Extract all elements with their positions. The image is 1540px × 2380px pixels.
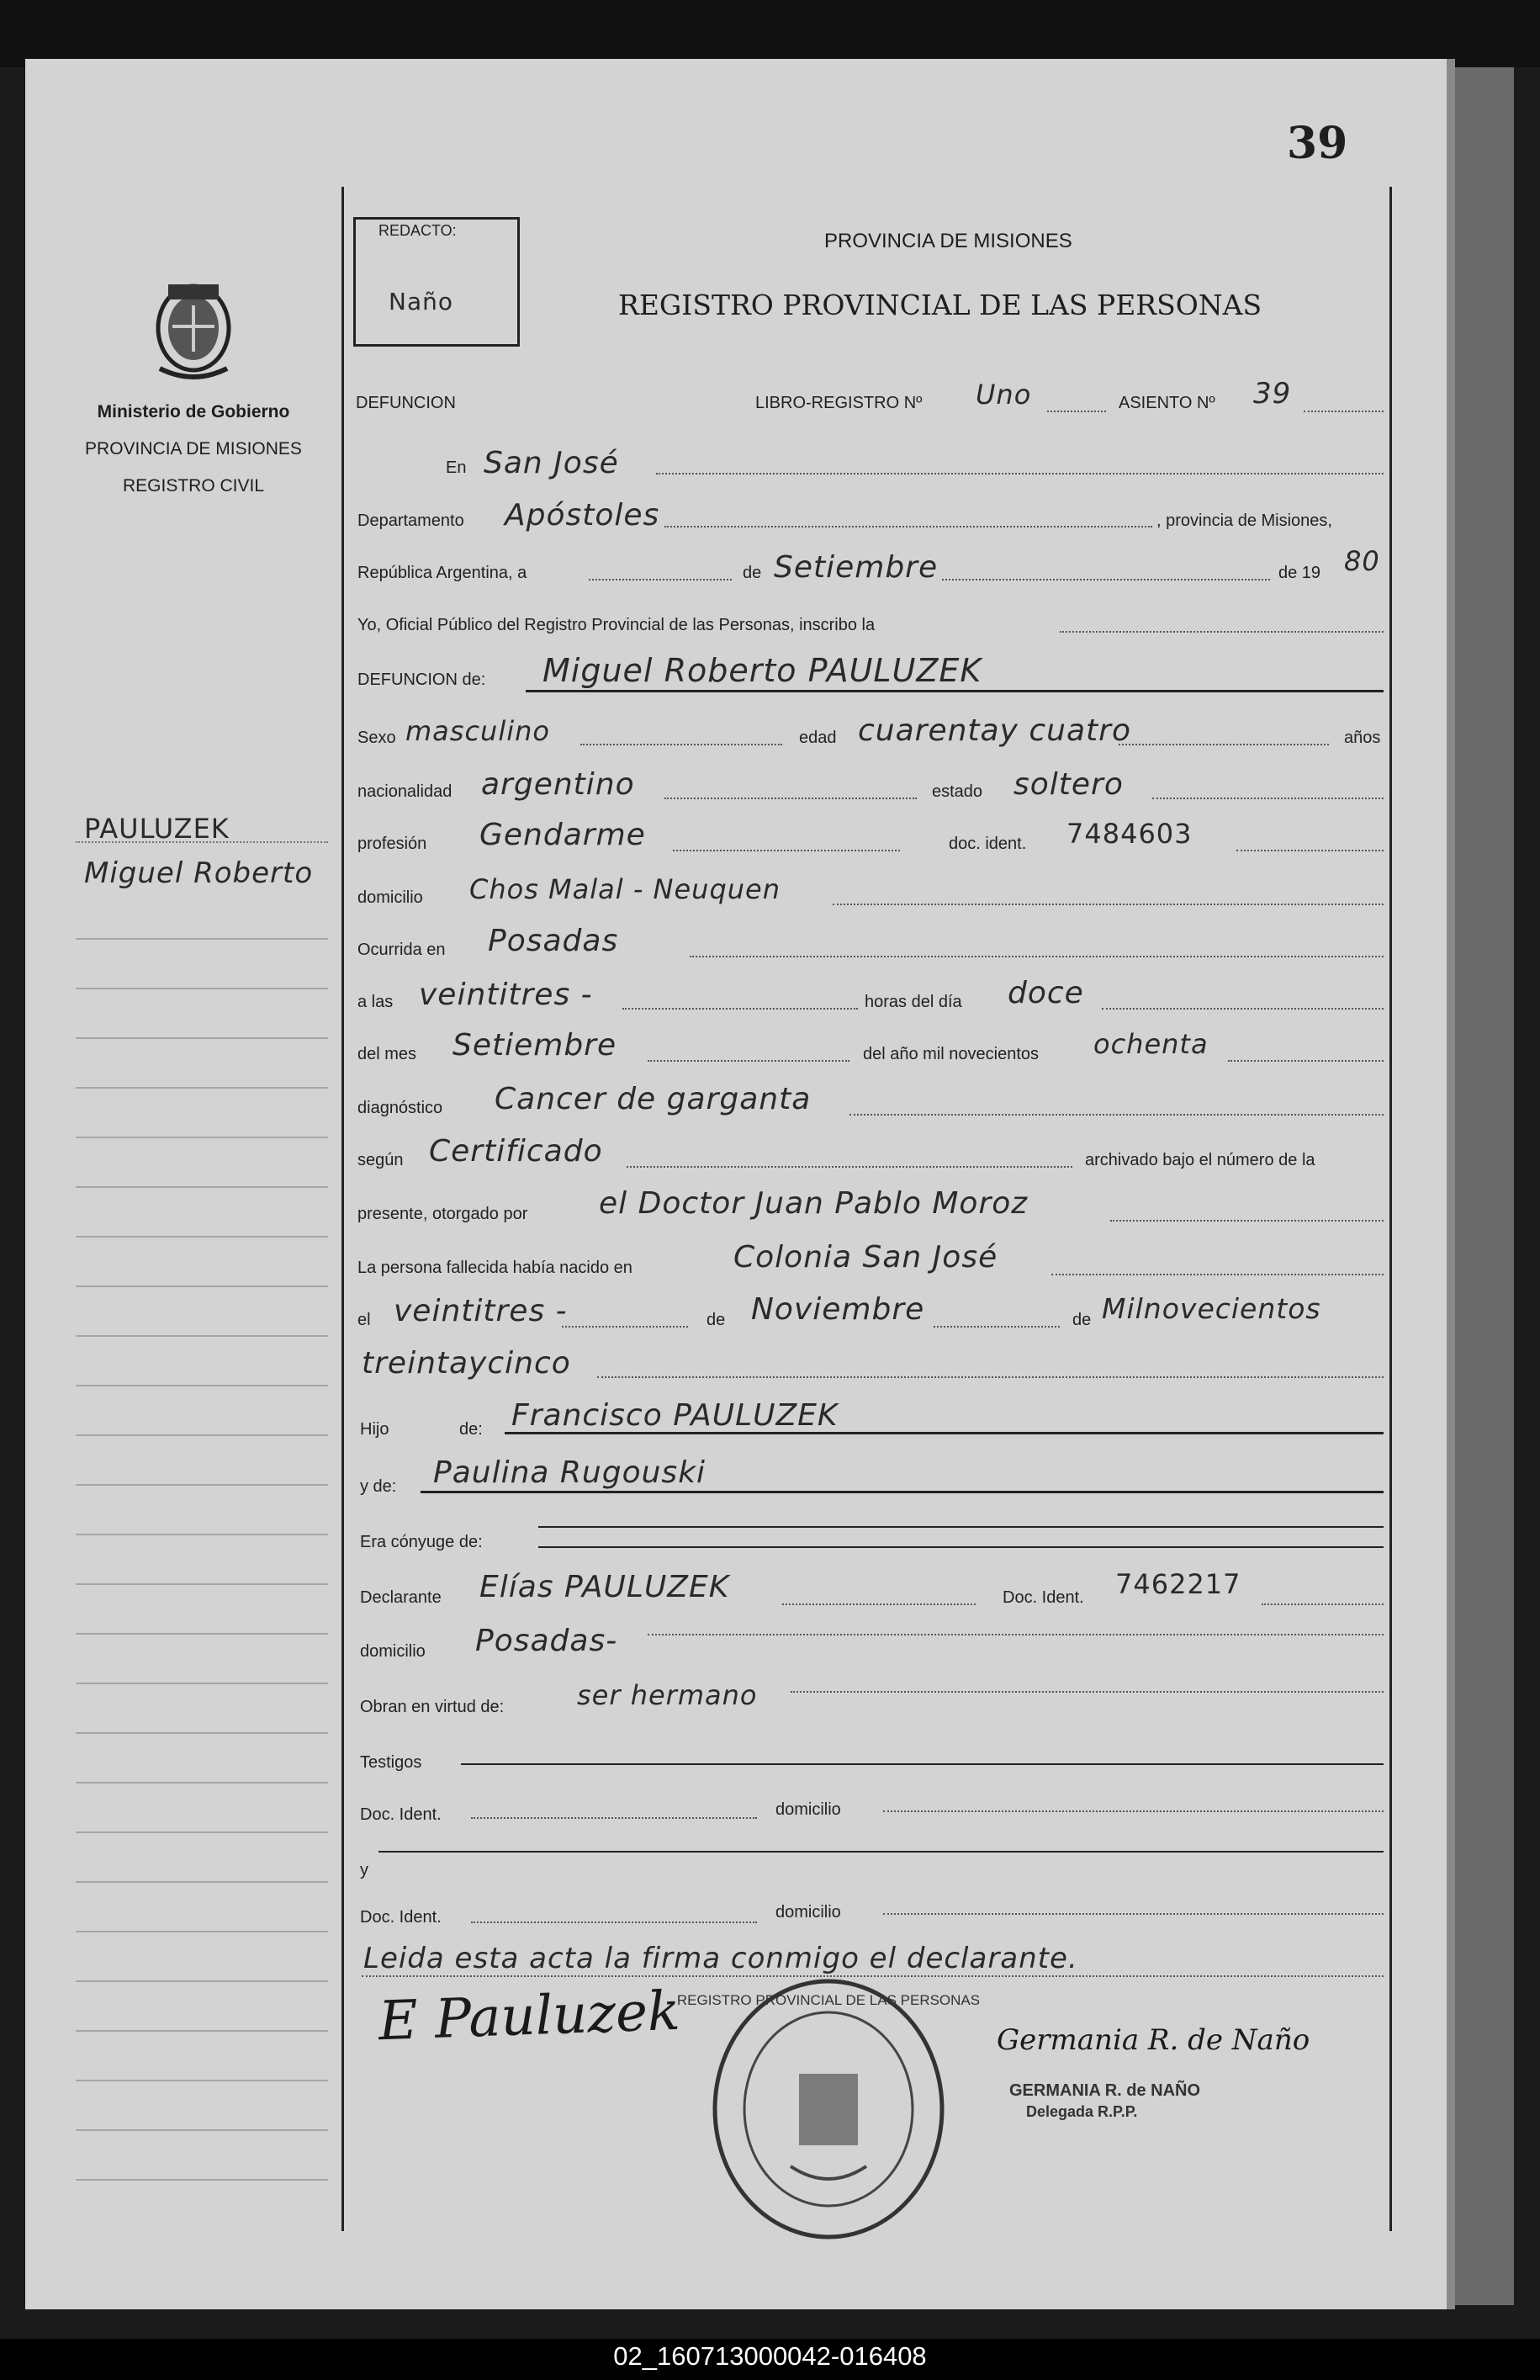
defuncion-underline — [526, 690, 1384, 692]
edad-dots — [1119, 744, 1329, 745]
t1-dom-label: domicilio — [775, 1800, 841, 1819]
nacido-label: La persona fallecida había nacido en — [357, 1259, 632, 1277]
ocurrida-value: Posadas — [488, 924, 619, 958]
asiento-dots — [1304, 411, 1384, 412]
padre-value: Francisco PAULUZEK — [511, 1398, 839, 1433]
anio-dots — [1228, 1060, 1384, 1062]
obran-label: Obran en virtud de: — [360, 1698, 505, 1716]
decl-doc-label: Doc. Ident. — [1003, 1588, 1084, 1607]
declarante-label: Declarante — [360, 1588, 442, 1607]
asiento-value: 39 — [1253, 377, 1292, 411]
domicilio-dots — [833, 904, 1384, 905]
profesion-value: Gendarme — [479, 818, 646, 852]
segun-label: según — [357, 1151, 404, 1169]
margin-lines — [76, 841, 328, 843]
nacanio-value: Milnovecientos — [1102, 1292, 1321, 1325]
ministry-label: Ministerio de Gobierno — [97, 402, 290, 421]
redacto-label: REDACTO: — [378, 222, 457, 239]
domicilio-label: domicilio — [357, 888, 423, 907]
testigos-line — [461, 1763, 1384, 1765]
book-edge — [1455, 67, 1514, 2305]
hijo-de-label: de: — [459, 1420, 483, 1439]
anio-label: del año mil novecientos — [863, 1045, 1040, 1063]
official-title: Delegada R.P.P. — [1026, 2103, 1138, 2120]
delmes-label: del mes — [357, 1045, 417, 1063]
left-registry-label: REGISTRO CIVIL — [122, 476, 265, 496]
seal-text: REGISTRO PROVINCIAL DE LAS PERSONAS — [676, 1992, 981, 2008]
decl-dom-dots — [648, 1634, 1384, 1635]
oficial-dots — [1060, 631, 1384, 633]
page-number: 39 — [1287, 118, 1348, 169]
redacto-value: Naño — [389, 288, 453, 315]
presente-dots — [1110, 1220, 1384, 1222]
declarante-value: Elías PAULUZEK — [479, 1570, 730, 1604]
doc-value: 7484603 — [1066, 818, 1193, 850]
archivado-label: archivado bajo el número de la — [1085, 1151, 1315, 1169]
left-margin-rule — [341, 187, 344, 2231]
official-name: GERMANIA R. de NAÑO — [1009, 2081, 1201, 2100]
t2-dom-label: domicilio — [775, 1903, 841, 1921]
testigos-label: Testigos — [360, 1753, 422, 1772]
header-title: REGISTRO PROVINCIAL DE LAS PERSONAS — [618, 289, 1262, 321]
profesion-dots — [673, 850, 900, 851]
alas-label: a las — [357, 993, 394, 1011]
right-margin-rule — [1389, 187, 1392, 2231]
sexo-label: Sexo — [357, 729, 396, 747]
margin-ruled-lines — [76, 890, 328, 2202]
decl-doc-dots — [1262, 1603, 1384, 1605]
margin-given-name: Miguel Roberto — [84, 856, 314, 890]
republica-label: República Argentina, a — [357, 564, 527, 582]
yde-label: y de: — [360, 1477, 397, 1496]
nacido-dots — [1051, 1274, 1384, 1275]
horas-label: horas del día — [865, 993, 962, 1011]
closing-text: Leida esta acta la firma conmigo el declarante. — [363, 1942, 1078, 1975]
coat-of-arms-icon — [143, 268, 244, 385]
nacanio2-dots — [597, 1376, 1384, 1378]
decl-dom-value: Posadas- — [475, 1624, 618, 1658]
y-label: y — [360, 1861, 368, 1879]
t2-doc-label: Doc. Ident. — [360, 1908, 442, 1927]
en-dots — [656, 473, 1384, 474]
de2-label: de — [706, 1311, 726, 1329]
el-dots — [562, 1326, 688, 1328]
padre-underline — [505, 1432, 1384, 1434]
madre-underline — [421, 1491, 1384, 1493]
nacanio2-value: treintaycinco — [362, 1346, 571, 1381]
header-province: PROVINCIA DE MISIONES — [824, 230, 1072, 252]
y-line — [378, 1851, 1384, 1853]
asiento-label: ASIENTO Nº — [1119, 394, 1215, 412]
conyuge-line-2 — [538, 1546, 1384, 1548]
decl-doc-value: 7462217 — [1115, 1568, 1241, 1600]
year-value: 80 — [1344, 545, 1380, 577]
delmes-dots — [648, 1060, 849, 1062]
margin-surname: PAULUZEK — [84, 813, 230, 845]
t2-dom-dots — [883, 1913, 1384, 1915]
departamento-value: Apóstoles — [505, 498, 660, 533]
delmes-value: Setiembre — [452, 1028, 617, 1063]
el-label: el — [357, 1311, 371, 1329]
declarante-dots — [782, 1603, 976, 1605]
decl-dom-label: domicilio — [360, 1642, 426, 1661]
dia-value: doce — [1008, 976, 1084, 1010]
libro-label: LIBRO-REGISTRO Nº — [755, 394, 923, 412]
nacido-value: Colonia San José — [733, 1240, 998, 1275]
conyuge-label: Era cónyuge de: — [360, 1533, 483, 1551]
presente-value: el Doctor Juan Pablo Moroz — [599, 1186, 1029, 1221]
ocurrida-dots — [690, 956, 1384, 957]
nacmes-dots — [934, 1326, 1060, 1328]
sexo-dots — [580, 744, 782, 745]
official-seal-icon — [676, 1973, 981, 2246]
desk-background — [0, 0, 1540, 67]
presente-label: presente, otorgado por — [357, 1205, 528, 1223]
madre-value: Paulina Rugouski — [433, 1455, 706, 1490]
edad-value: cuarentay cuatro — [858, 713, 1131, 748]
filename-label: 02_160713000042-016408 — [613, 2341, 927, 2371]
departamento-dots — [664, 526, 1152, 527]
alas-value: veintitres - — [419, 978, 593, 1012]
anio-value: ochenta — [1093, 1028, 1209, 1060]
dia-value-dots — [1102, 1008, 1384, 1010]
estado-dots — [1152, 798, 1384, 799]
de19-label: de 19 — [1278, 564, 1321, 582]
mes-value: Setiembre — [774, 550, 939, 585]
record-type: DEFUNCION — [356, 394, 456, 412]
doc-label: doc. ident. — [949, 835, 1027, 853]
profesion-label: profesión — [357, 835, 427, 853]
segun-dots — [627, 1166, 1072, 1168]
left-province-label: PROVINCIA DE MISIONES — [85, 439, 302, 459]
obran-dots — [791, 1691, 1384, 1693]
t1-doc-label: Doc. Ident. — [360, 1805, 442, 1824]
dia-dots — [589, 579, 732, 580]
official-signature: Germania R. de Naño — [997, 2023, 1310, 2057]
diagnostico-label: diagnóstico — [357, 1099, 443, 1117]
libro-value: Uno — [976, 379, 1032, 411]
en-label: En — [446, 459, 467, 477]
t1-dom-dots — [883, 1810, 1384, 1812]
anos-label: años — [1344, 729, 1381, 747]
de-label: de — [743, 564, 762, 582]
libro-dots — [1047, 411, 1106, 412]
nacionalidad-value: argentino — [481, 767, 635, 802]
estado-value: soltero — [1013, 767, 1124, 802]
el-value: veintitres - — [394, 1294, 568, 1328]
edad-label: edad — [799, 729, 837, 747]
nacionalidad-label: nacionalidad — [357, 782, 452, 801]
mes-dots — [942, 579, 1270, 580]
estado-label: estado — [932, 782, 983, 801]
diagnostico-dots — [849, 1114, 1384, 1116]
domicilio-value: Chos Malal - Neuquen — [469, 873, 781, 905]
conyuge-line-1 — [538, 1526, 1384, 1528]
nacmes-value: Noviembre — [751, 1292, 925, 1327]
sexo-value: masculino — [405, 715, 550, 747]
provincia-label: , provincia de Misiones, — [1156, 512, 1332, 530]
t2-doc-dots — [471, 1921, 757, 1923]
declarante-signature: E Pauluzek — [377, 1980, 681, 2054]
oficial-text: Yo, Oficial Público del Registro Provincial de las Personas, inscribo la — [357, 616, 876, 634]
en-value: San José — [484, 446, 619, 480]
nacionalidad-dots — [664, 798, 917, 799]
hijo-label: Hijo — [360, 1420, 389, 1439]
defuncion-value: Miguel Roberto PAULUZEK — [542, 652, 982, 689]
doc-dots — [1236, 850, 1384, 851]
diagnostico-value: Cancer de garganta — [495, 1082, 812, 1116]
obran-value: ser hermano — [577, 1679, 758, 1711]
alas-dots — [622, 1008, 858, 1010]
de3-label: de — [1072, 1311, 1092, 1329]
segun-value: Certificado — [429, 1134, 603, 1169]
departamento-label: Departamento — [357, 512, 464, 530]
defuncion-label: DEFUNCION de: — [357, 671, 486, 689]
ocurrida-label: Ocurrida en — [357, 941, 446, 959]
t1-doc-dots — [471, 1817, 757, 1819]
